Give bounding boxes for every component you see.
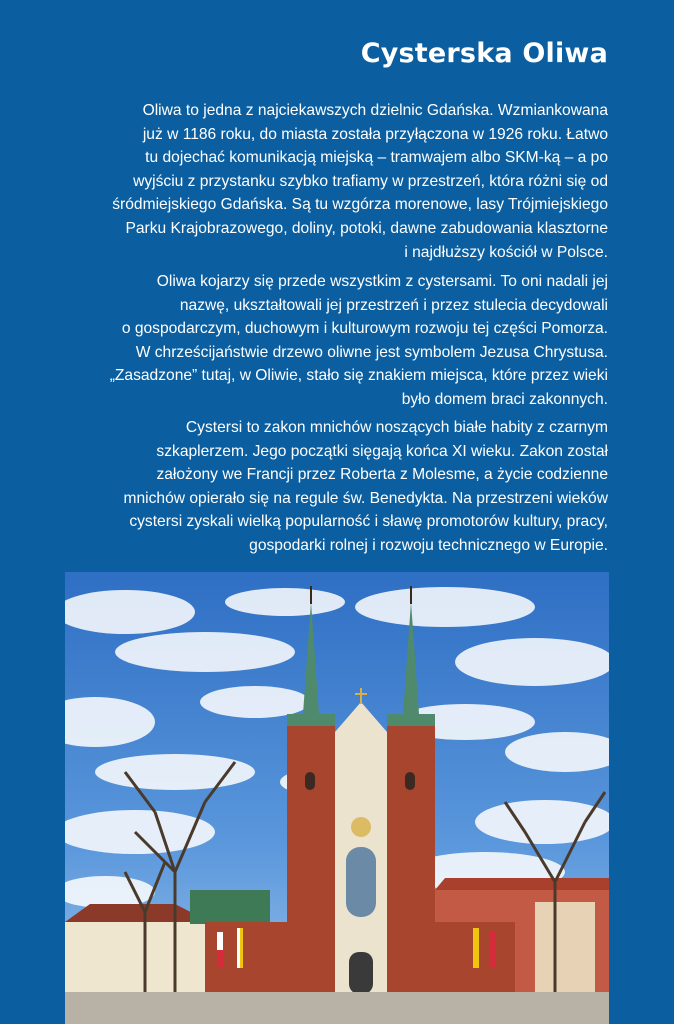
building-green-roof <box>190 890 270 924</box>
text-line: gospodarki rolnej i rozwoju technicznego w Europie. <box>249 536 608 554</box>
text-line: cystersi zyskali wielką popularność i sławę promotorów kultury, pracy, <box>129 513 608 531</box>
text-line: Oliwa kojarzy się przede wszystkim z cystersami. To oni nadali jej <box>156 273 608 290</box>
text-line: było domem braci zakonnych. <box>401 390 608 408</box>
roof-right <box>435 878 609 890</box>
text-line: Cystersi to zakon mnichów noszących białe habity z czarnym <box>185 419 608 436</box>
tower-left <box>287 722 335 994</box>
text-line: o gospodarczym, duchowym i kulturowym rozwoju tej części Pomorza. <box>121 320 608 338</box>
text-line: mnichów opierało się na regule św. Benedykta. Na przestrzeni wieków <box>123 489 608 507</box>
text-line: już w 1186 roku, do miasta została przyłączona w 1926 roku. Łatwo <box>142 125 608 143</box>
facade-ornament <box>351 817 371 837</box>
text-line: wyjściu z przystanku szybko trafiamy w przestrzeń, która różni się od <box>133 172 608 190</box>
text-line: i najdłuższy kościół w Polsce. <box>404 243 608 261</box>
text-line: nazwę, ukształtowali jej przestrzeń i przez stulecia decydowali <box>179 296 608 314</box>
text-line: W chrześcijaństwie drzewo oliwne jest symbolem Jezusa Chrystusa. <box>135 343 608 361</box>
text-line: „Zasadzone” tutaj, w Oliwie, stało się znakiem miejsca, które przez wieki <box>109 367 608 385</box>
text-line: założony we Francji przez Roberta z Molesme, a życie codzienne <box>156 466 608 484</box>
paragraph-cistercians-name <box>48 270 608 412</box>
courtyard <box>65 992 609 1024</box>
cathedral-illustration <box>65 572 609 1024</box>
cathedral-photo <box>65 572 609 1024</box>
page-title: Cysterska Oliwa <box>360 38 608 69</box>
facade-window <box>346 847 376 917</box>
paragraph-order <box>48 416 608 558</box>
text-line: Oliwa to jedna z najciekawszych dzielnic Gdańska. Wzmiankowana <box>142 102 608 119</box>
text-line: Parku Krajobrazowego, doliny, potoki, dawne zabudowania klasztorne <box>125 219 608 237</box>
tower-right <box>387 722 435 994</box>
text-line: szkaplerzem. Jego początki sięgają końca XI wieku. Zakon został <box>156 442 608 460</box>
text-line: śródmiejskiego Gdańska. Są tu wzgórza morenowe, lasy Trójmiejskiego <box>112 196 608 214</box>
building-right-tower <box>535 902 595 994</box>
facade-door <box>349 952 373 994</box>
text-line: tu dojechać komunikacją miejską – tramwajem albo SKM-ką – a po <box>145 149 608 167</box>
building-left <box>65 922 210 994</box>
paragraph-history <box>48 99 608 264</box>
